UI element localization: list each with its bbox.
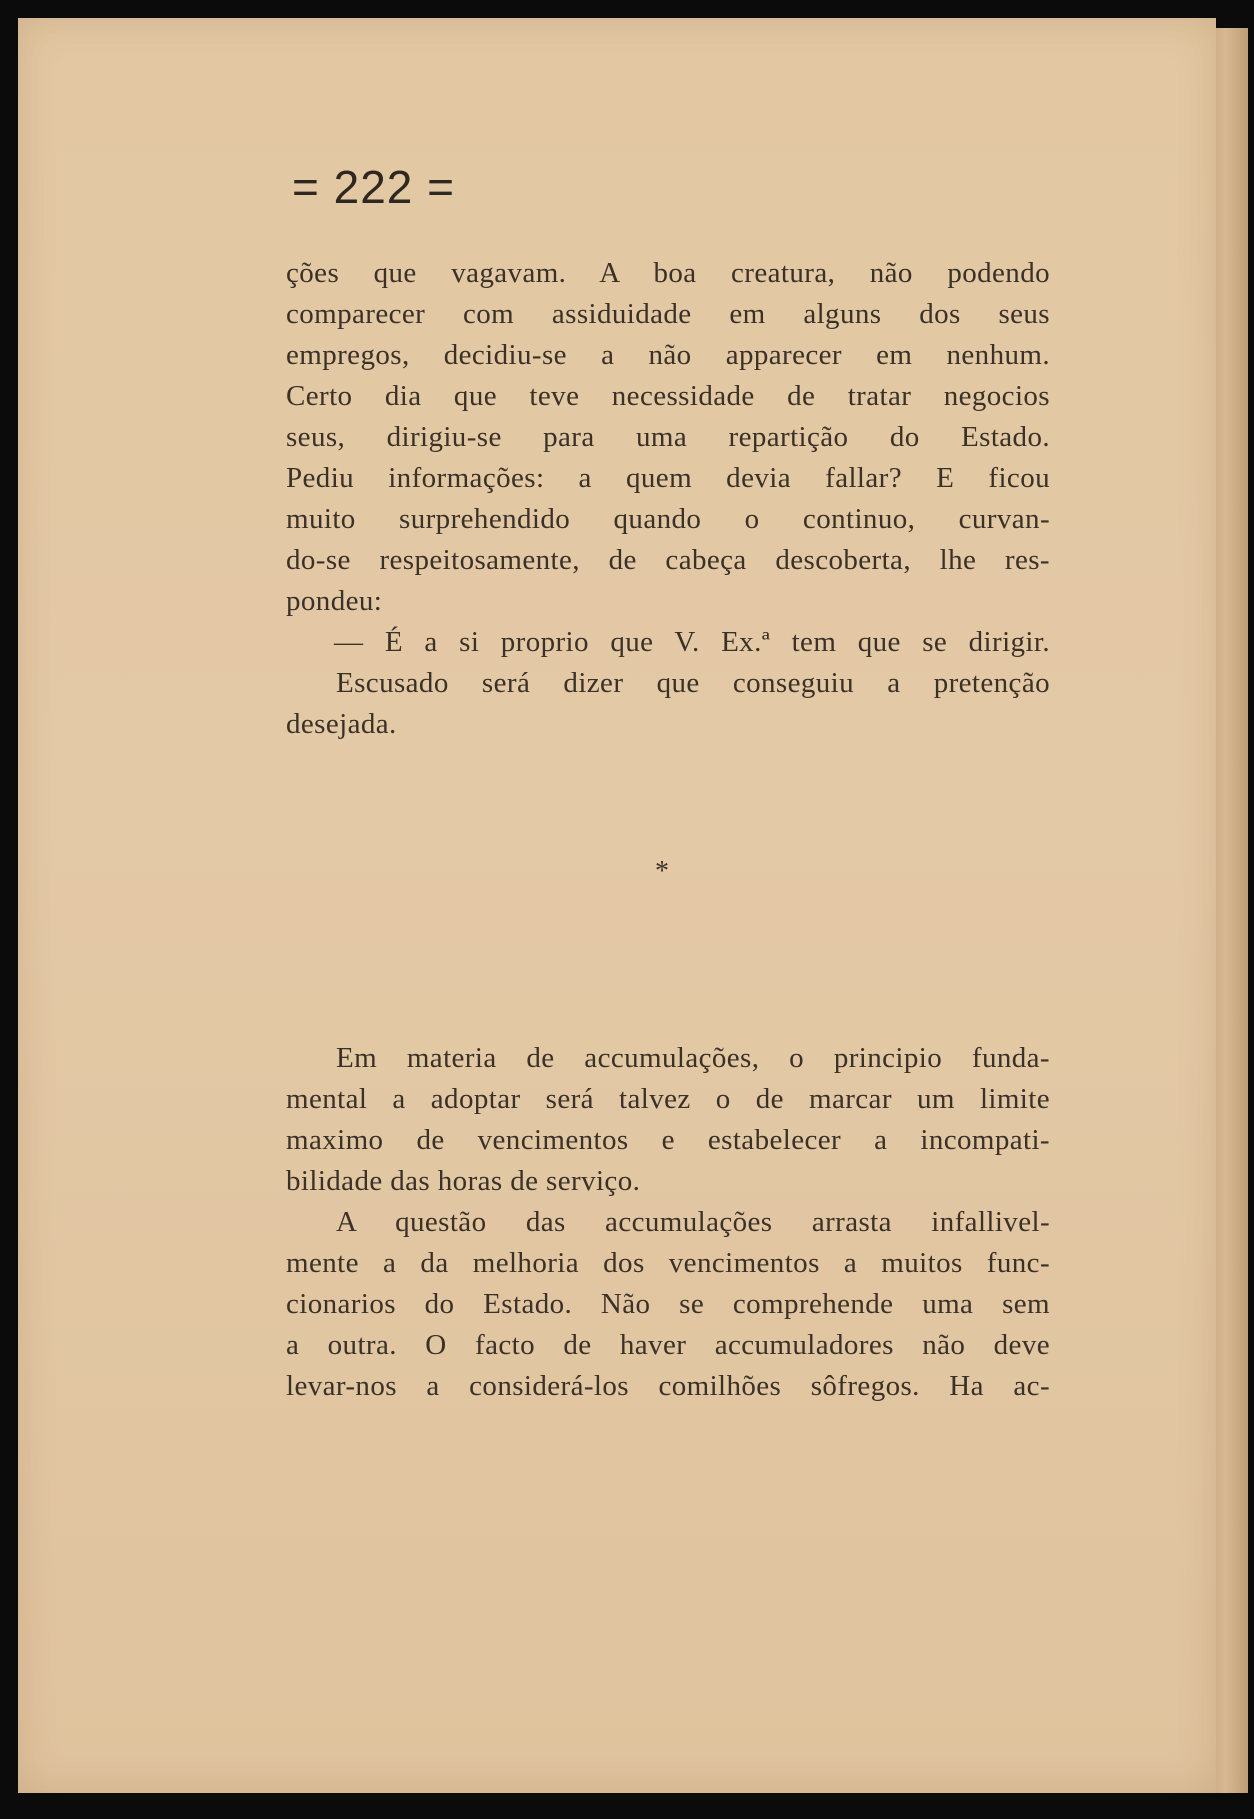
text-line: comparecer com assiduidade em alguns dos seus	[286, 298, 1050, 330]
text-line: pondeu:	[286, 585, 383, 617]
text-line: Escusado será dizer que conseguiu a pretenção	[336, 667, 1050, 699]
text-line: cionarios do Estado. Não se comprehende uma sem	[286, 1288, 1050, 1320]
paragraph-block-1	[286, 253, 1050, 745]
text-line: a outra. O facto de haver accumuladores não deve	[286, 1329, 1050, 1361]
text-line: desejada.	[286, 708, 397, 740]
text-line: mental a adoptar será talvez o de marcar um limite	[286, 1083, 1050, 1115]
text-line: Pediu informações: a quem devia fallar? E ficou	[286, 462, 1050, 494]
text-line: muito surprehendido quando o continuo, curvan-	[286, 503, 1050, 535]
dialogue-line: — É a si proprio que V. Ex.ª tem que se dirigir.	[334, 626, 1050, 658]
text-line: Certo dia que teve necessidade de tratar negocios	[286, 380, 1050, 412]
text-line: ções que vagavam. A boa creatura, não podendo	[286, 257, 1050, 289]
text-line: do-se respeitosamente, de cabeça descoberta, lhe res-	[286, 544, 1050, 576]
text-line: A questão das accumulações arrasta infallivel-	[336, 1206, 1050, 1238]
text-line: levar-nos a considerá-los comilhões sôfregos. Ha ac-	[286, 1370, 1050, 1402]
text-line: seus, dirigiu-se para uma repartição do Estado.	[286, 421, 1050, 453]
text-line: maximo de vencimentos e estabelecer a incompati-	[286, 1124, 1050, 1156]
page-number: = 222 =	[292, 161, 456, 213]
paragraph-block-2	[286, 1038, 1050, 1407]
section-separator: *	[655, 856, 669, 887]
text-line: bilidade das horas de serviço.	[286, 1165, 641, 1197]
text-line: Em materia de accumulações, o principio funda-	[336, 1042, 1050, 1074]
text-line: empregos, decidiu-se a não apparecer em nenhum.	[286, 339, 1050, 371]
text-line: mente a da melhoria dos vencimentos a muitos func-	[286, 1247, 1050, 1279]
